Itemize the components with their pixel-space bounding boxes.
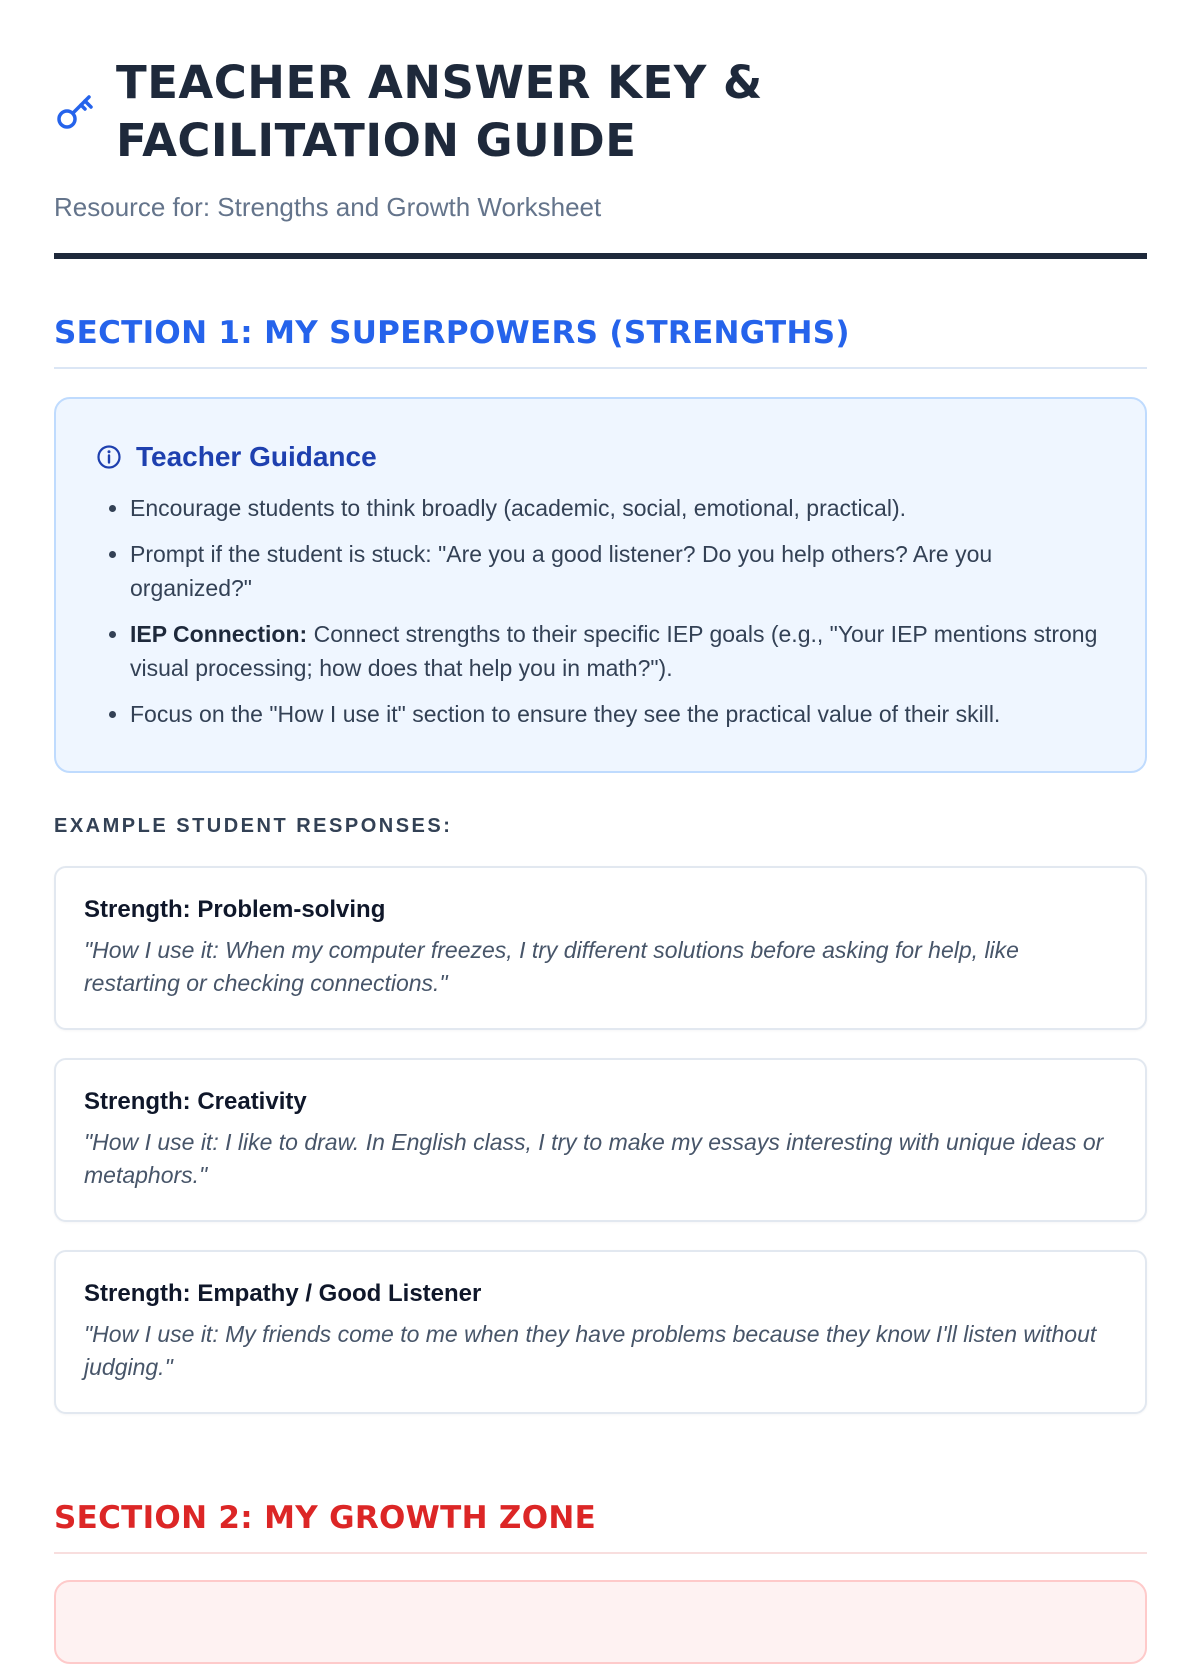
page <box>54 0 1147 1664</box>
teacher-guidance-box <box>54 397 1147 773</box>
title-row <box>54 54 1147 170</box>
example-card <box>54 1058 1147 1222</box>
example-title: Strength: Problem-solving <box>84 896 386 923</box>
examples-list <box>54 866 1147 1414</box>
section-strengths <box>54 315 1147 1414</box>
guidance-list <box>96 491 1105 731</box>
document-header <box>54 0 1147 259</box>
example-card <box>54 1250 1147 1414</box>
example-quote: "How I use it: I like to draw. In English class, I try to make my essays interesting with unique ideas or metaphors." <box>84 1129 1104 1188</box>
guidance-item-text: Encourage students to think broadly (academic, social, emotional, practical). <box>130 495 907 521</box>
page-title: TEACHER ANSWER KEY & FACILITATION GUIDE <box>116 56 763 167</box>
guidance-title <box>96 441 1105 473</box>
page-subtitle: Resource for: Strengths and Growth Worksheet <box>54 192 602 222</box>
info-icon <box>96 444 122 470</box>
guidance-title-text: Teacher Guidance <box>136 441 377 472</box>
example-title: Strength: Empathy / Good Listener <box>84 1280 482 1307</box>
example-quote: "How I use it: My friends come to me when they have problems because they know I'll listen without judging." <box>84 1321 1097 1380</box>
section-growth <box>54 1500 1147 1664</box>
guidance-item <box>130 491 1105 525</box>
guidance-item-text: Focus on the "How I use it" section to ensure they see the practical value of their skill. <box>130 701 1001 727</box>
examples-label: EXAMPLE STUDENT RESPONSES: <box>54 815 453 837</box>
example-title: Strength: Creativity <box>84 1088 307 1115</box>
example-card <box>54 866 1147 1030</box>
guidance-item-bold: IEP Connection: <box>130 621 308 647</box>
example-quote: "How I use it: When my computer freezes, I try different solutions before asking for help, like restarting or checking connections." <box>84 937 1019 996</box>
section-2-heading: SECTION 2: MY GROWTH ZONE <box>54 1500 1147 1554</box>
growth-guidance-box <box>54 1580 1147 1664</box>
header-divider <box>54 253 1147 259</box>
guidance-item <box>130 697 1105 731</box>
section-1-heading: SECTION 1: MY SUPERPOWERS (STRENGTHS) <box>54 315 1147 369</box>
key-icon <box>54 89 98 133</box>
guidance-item <box>130 617 1105 685</box>
guidance-item <box>130 537 1105 605</box>
guidance-item-text: Connect strengths to their specific IEP goals (e.g., "Your IEP mentions strong visual processing; how does that help you in math?"). <box>130 621 1098 681</box>
guidance-item-text: Prompt if the student is stuck: "Are you a good listener? Do you help others? Are you organized?" <box>130 541 993 601</box>
